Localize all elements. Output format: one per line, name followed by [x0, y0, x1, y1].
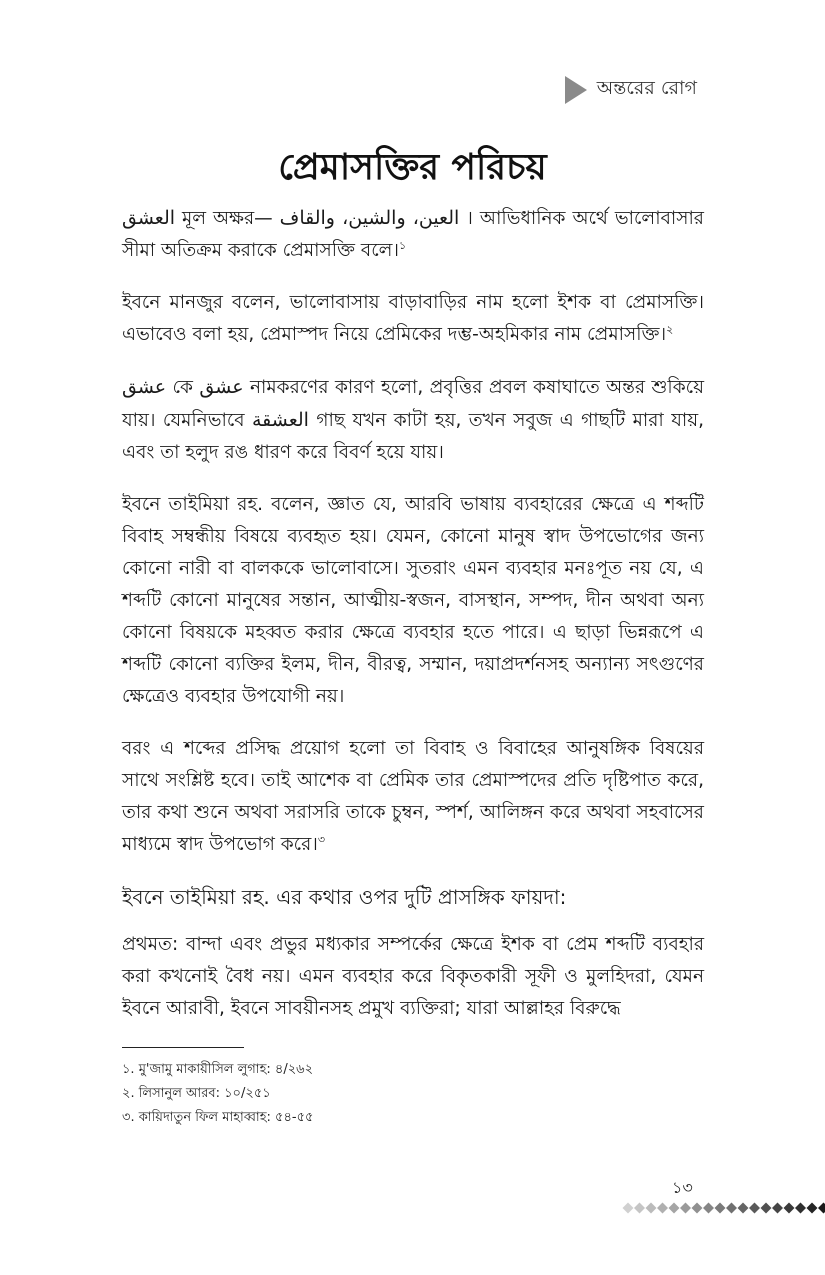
footnote-ref: ১: [399, 238, 407, 252]
chapter-title: প্রেমাসক্তির পরিচয়: [278, 147, 547, 188]
paragraph: [122, 287, 704, 351]
ornament-diamond: [680, 1203, 691, 1214]
paragraph-text: । আভিধানিক অর্থে ভালোবাসার সীমা অতিক্রম করাকে প্রেমাসক্তি বলে।: [122, 208, 704, 261]
ornament-diamond: [726, 1203, 737, 1214]
ornament-diamond: [703, 1203, 714, 1214]
running-title: অন্তরের রোগ: [596, 77, 697, 99]
paragraph-text: গাছ যখন কাটা হয়, তখন সবুজ এ গাছটি মারা যায়, এবং তা হলুদ রঙ ধারণ করে বিবর্ণ হয়ে যায়।: [122, 410, 704, 463]
ornament-diamond: [807, 1203, 818, 1214]
ornament-diamond: [761, 1203, 772, 1214]
main-content: [122, 202, 704, 1045]
arabic-term: عشق: [199, 376, 244, 398]
ornament-diamond: [784, 1203, 795, 1214]
ornament-diamond: [634, 1203, 645, 1214]
paragraph: [122, 489, 704, 713]
arabic-term: عشق: [122, 376, 167, 398]
footnote-ref: ২: [666, 322, 674, 336]
footnote-ref: ৩: [317, 832, 326, 846]
paragraph-text: মূল অক্ষর—: [175, 208, 280, 229]
footnote-item: ১. মু'জামু মাকায়ীসিল লুগাহ: ৪/২৬২: [122, 1062, 314, 1077]
section-subheading: ইবনে তাইমিয়া রহ. এর কথার ওপর দুটি প্রাসঙ্গিক ফায়দা:: [122, 885, 567, 909]
arabic-term: العشق: [122, 207, 176, 229]
footnote-divider: [122, 1047, 244, 1048]
ornament-diamond: [738, 1203, 749, 1214]
ornament-diamond: [646, 1203, 657, 1214]
ornament-diamond: [657, 1203, 668, 1214]
ornament-diamond: [818, 1203, 825, 1214]
ornament-diamond: [692, 1203, 703, 1214]
paragraph: [122, 733, 704, 861]
play-arrow-icon: [565, 76, 587, 104]
paragraph-text: নামকরণের কারণ হলো, প্রবৃত্তির প্রবল কষাঘাতে অন্তর শুকিয়ে যায়। যেমনিভাবে: [122, 377, 704, 431]
ornament-diamond: [623, 1203, 634, 1214]
paragraph: [122, 202, 704, 267]
arabic-term: العشقة: [251, 409, 309, 431]
footnotes: [122, 1058, 704, 1130]
page-number: ১৩: [672, 1178, 693, 1197]
diamond-ornament-icon: [622, 1200, 825, 1216]
paragraph-text: বরং এ শব্দের প্রসিদ্ধ প্রয়োগ হলো তা বিবাহ ও বিবাহের আনুষঙ্গিক বিষয়ের সাথে সংশ্লিষ্ট হবে। তাই আশেক বা প্রেমিক তার প্রেমাস্পদের প্রতি দৃষ্টিপাত করে, তার কথা শুনে অথবা সরাসরি তাকে চুম্বন, স্পর্শ, আলিঙ্গন করে অথবা সহবাসের মাধ্যমে স্বাদ উপভোগ করে।: [122, 738, 704, 855]
ornament-diamond: [715, 1203, 726, 1214]
ornament-diamond: [772, 1203, 783, 1214]
footnote-item: ২. লিসানুল আরব: ১০/২৫১: [122, 1086, 271, 1101]
paragraph: [122, 371, 704, 469]
paragraph-text: ইবনে তাইমিয়া রহ. বলেন, জ্ঞাত যে, আরবি ভাষায় ব্যবহারের ক্ষেত্রে এ শব্দটি বিবাহ সম্বন্ধীয় বিষয়ে ব্যবহৃত হয়। যেমন, কোনো মানুষ স্বাদ উপভোগের জন্য কোনো নারী বা বালককে ভালোবাসে। সুতরাং এমন ব্যবহার মনঃপূত নয় যে, এ শব্দটি কোনো মানুষের সন্তান, আত্মীয়-স্বজন, বাসস্থান, সম্পদ, দীন অথবা অন্য কোনো বিষয়কে মহব্বত করার ক্ষেত্রে ব্যবহার হতে পারে। এ ছাড়া ভিন্নরূপে এ শব্দটি কোনো ব্যক্তির ইলম, দীন, বীরত্ব, সম্মান, দয়াপ্রদর্শনসহ অন্যান্য সৎগুণের ক্ষেত্রেও ব্যবহার উপযোগী নয়।: [122, 494, 704, 707]
ornament-diamond: [749, 1203, 760, 1214]
paragraph-text: কে: [166, 377, 200, 398]
paragraph-final: প্রথমত: বান্দা এবং প্রভুর মধ্যকার সম্পর্কের ক্ষেত্রে ইশক বা প্রেম শব্দটি ব্যবহার করা কখনোই বৈধ নয়। এমন ব্যবহার করে বিকৃতকারী সূফী ও মুলহিদরা, যেমন ইবনে আরাবী, ইবনে সাবয়ীনসহ প্রমুখ ব্যক্তিরা; যারা আল্লাহর বিরুদ্ধে: [122, 934, 704, 1019]
ornament-diamond: [669, 1203, 680, 1214]
arabic-term: العين، والشين، والقاف: [279, 207, 460, 229]
footnote-item: ৩. কায়িদাতুন ফিল মাহাব্বাহ: ৫৪-৫৫: [122, 1110, 314, 1125]
running-header: [565, 74, 697, 106]
ornament-diamond: [795, 1203, 806, 1214]
paragraph-text: ইবনে মানজুর বলেন, ভালোবাসায় বাড়াবাড়ির নাম হলো ইশক বা প্রেমাসক্তি। এভাবেও বলা হয়, প্রেমাস্পদ নিয়ে প্রেমিকের দম্ভ-অহমিকার নাম প্রেমাসক্তি।: [122, 292, 704, 345]
